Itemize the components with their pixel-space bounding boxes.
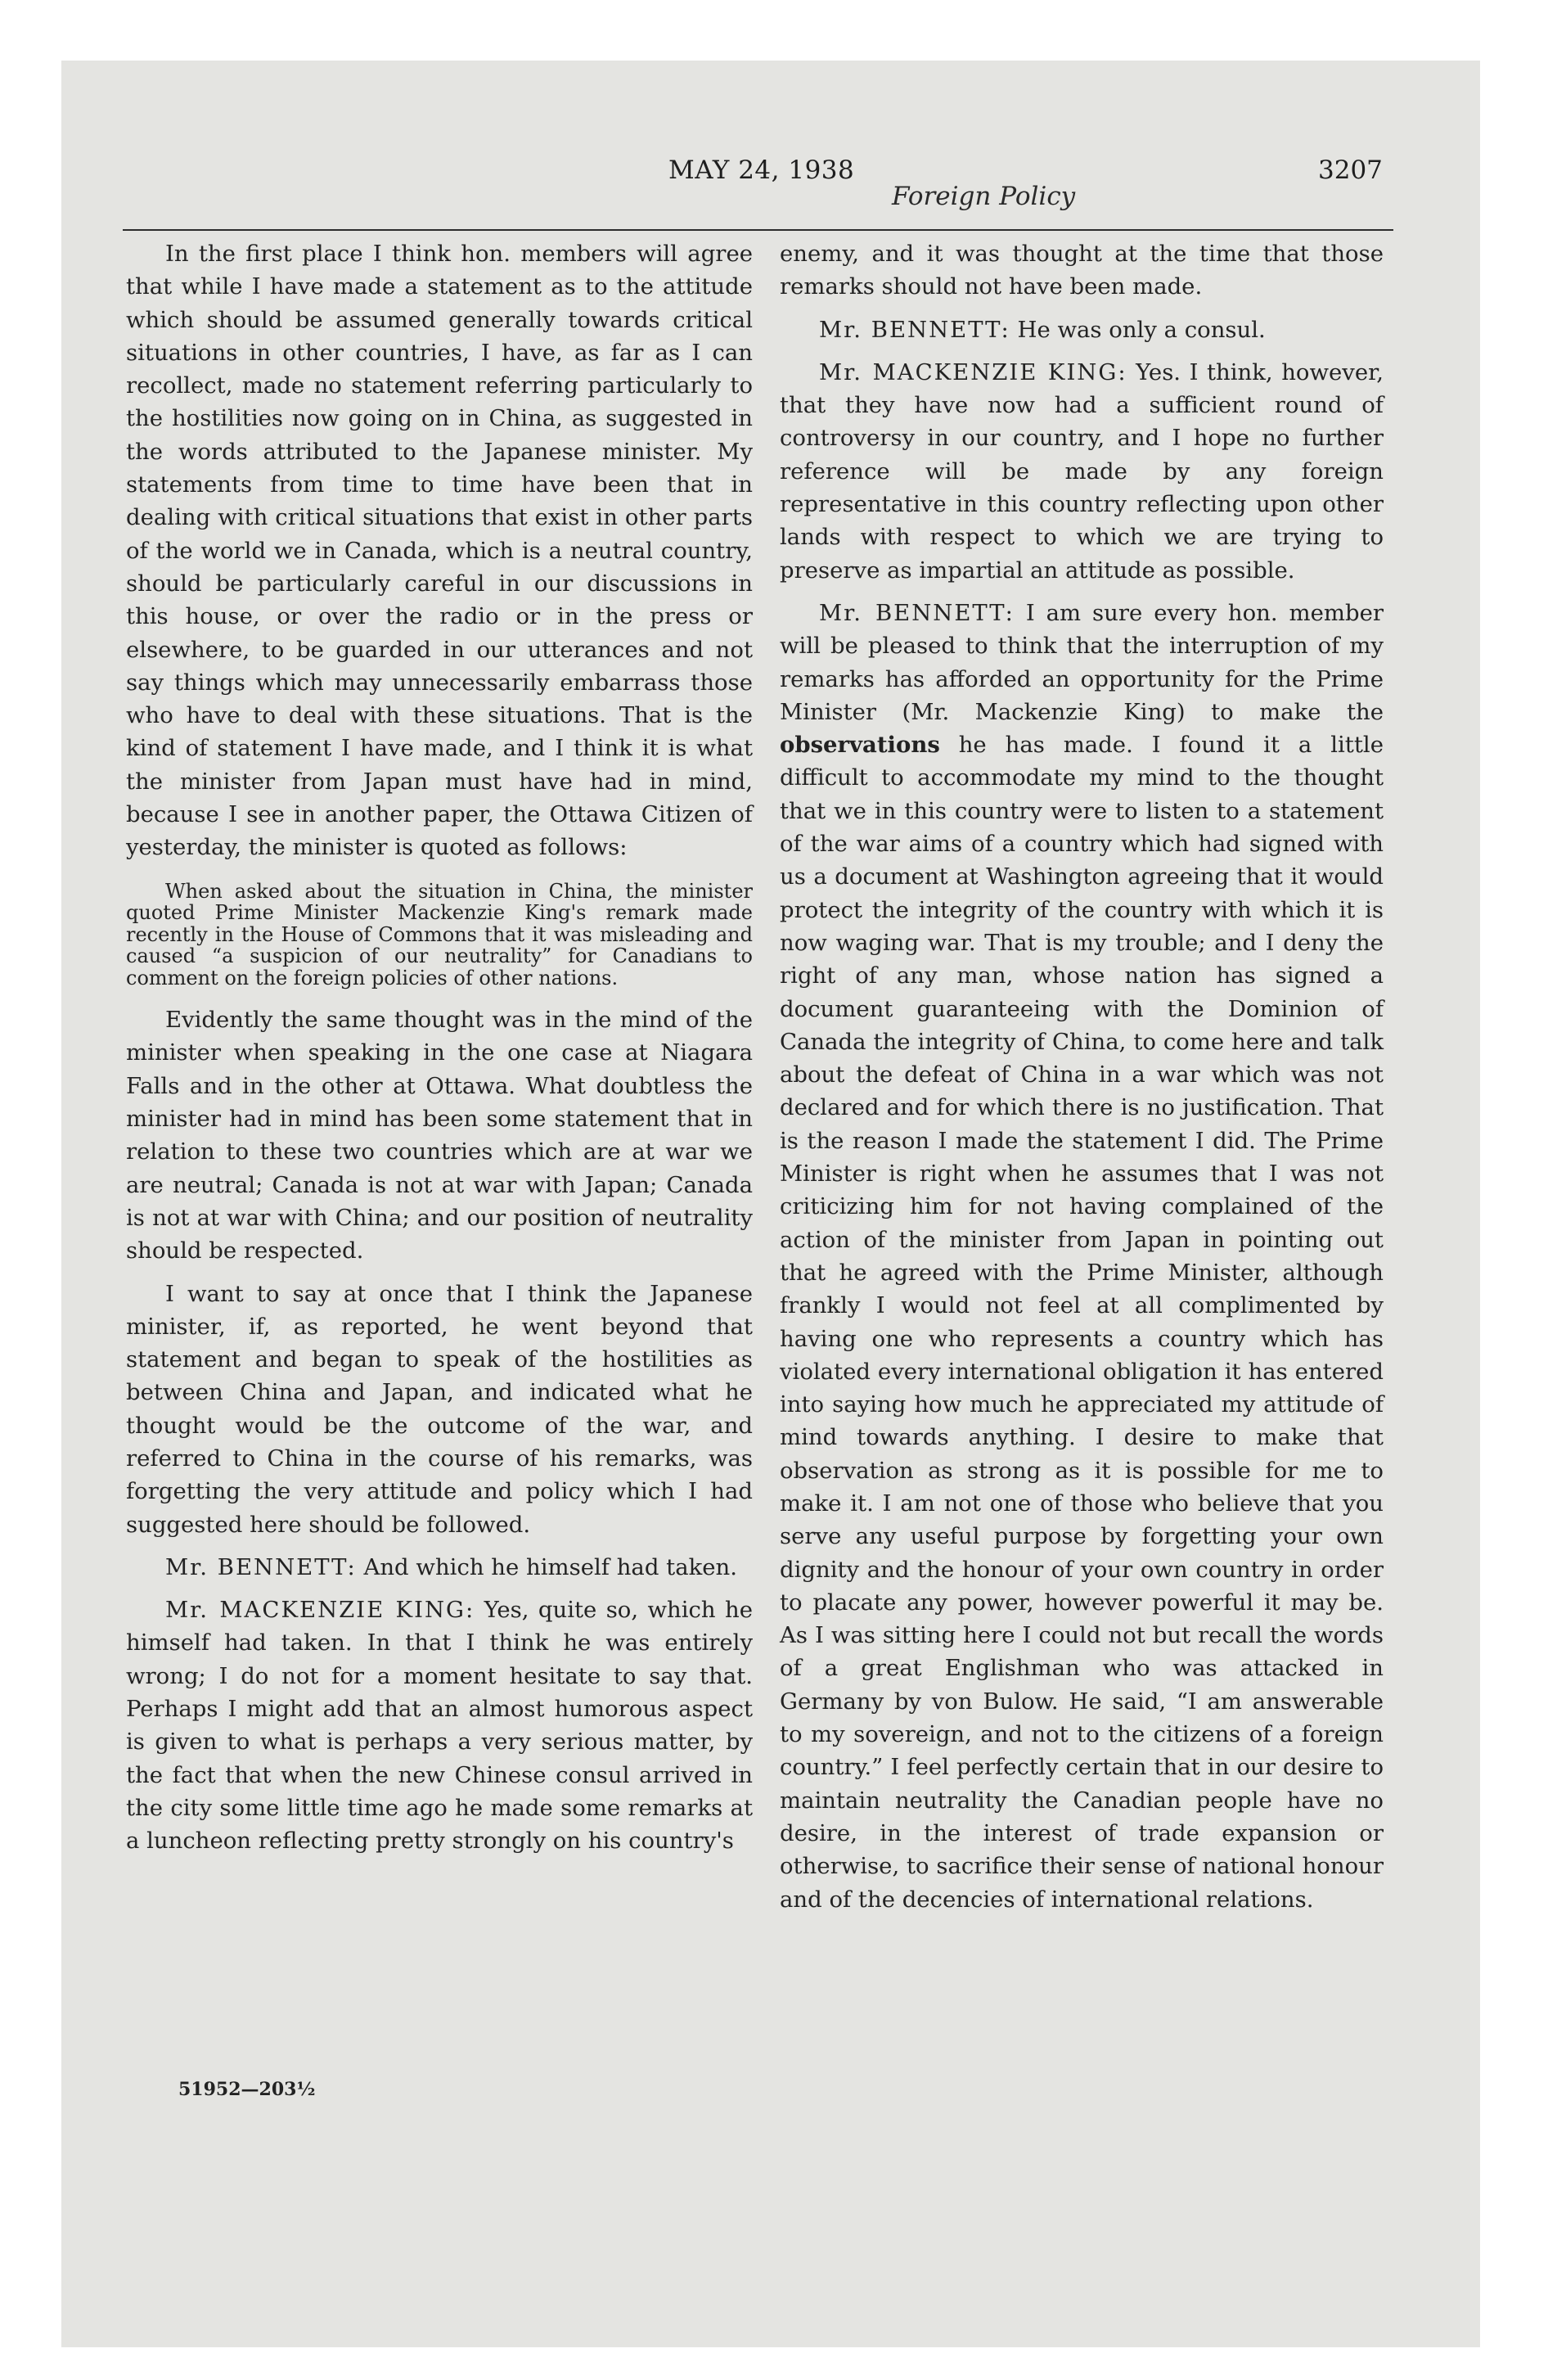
speech-paragraph <box>126 1593 753 1857</box>
speech-text: He was only a consul. <box>1017 316 1266 343</box>
header-section-title: Foreign Policy <box>892 182 1076 211</box>
speech-text: I am sure every hon. member will be pleased to think that the interruption of my remarks has afforded an opportunity for the Prime Minister (Mr. Mackenzie King) to make the <box>780 599 1384 725</box>
speech-text: And which he himself had taken. <box>363 1553 738 1580</box>
speaker-name: Mr. BENNETT: <box>819 316 1010 343</box>
speaker-name: Mr. BENNETT: <box>165 1553 357 1580</box>
speaker-name: Mr. BENNETT: <box>819 599 1015 626</box>
speech-paragraph <box>780 313 1384 346</box>
paragraph: In the first place I think hon. members will agree that while I have made a statement as to the attitude which should be assumed generally towards critical situations in other countries, I have, as far as I can recollect, made no statement referring particularly to the hostilities now going on in China, as suggested in the words attributed to the Japanese minister. My statements from time to time have been that in dealing with critical situations that exist in other parts of the world we in Canada, which is a neutral country, should be particularly careful in our discussions in this house, or over the radio or in the press or elsewhere, to be guarded in our utterances and not say things which may unnecessarily embarrass those who have to deal with these situations. That is the kind of statement I have made, and I think it is what the minister from Japan must have had in mind, because I see in another paper, the Ottawa Citizen of yesterday, the minister is quoted as follows: <box>126 241 753 861</box>
paragraph-continuation: enemy, and it was thought at the time that those remarks should not have been made. <box>780 241 1384 300</box>
speech-paragraph <box>126 1551 753 1584</box>
speech-paragraph <box>780 356 1384 587</box>
header-page-number: 3207 <box>1318 156 1383 185</box>
header-date: MAY 24, 1938 <box>668 156 855 185</box>
paragraph: Evidently the same thought was in the mind of the minister when speaking in the one case at Niagara Falls and in the other at Ottawa. What doubtless the minister had in mind has been some statement that in relation to these two countries which are at war we are neutral; Canada is not at war with Japan; Canada is not at war with China; and our position of neutrality should be respected. <box>126 1007 753 1264</box>
speech-text: he has made. I found it a little difficult to accommodate my mind to the thought that we in this country were to listen to a statement of the war aims of a country which had signed with us a document at Washington agreeing that it would protect the integrity of the country with which it is now waging war. That is my trouble; and I deny the right of any man, whose nation has signed a document guaranteeing with the Dominion of Canada the integrity of China, to come here and talk about the defeat of China in a war which was not declared and for which there is no justification. That is the reason I made the statement I did. The Prime Minister is right when he assumes that I was not criticizing him for not having complained of the action of the minister from Japan in pointing out that he agreed with the Prime Minister, although frankly I would not feel at all complimented by having one who represents a country which has violated every international obligation it has entered into saying how much he appreciated my attitude of mind towards anything. I desire to make that observation as strong as it is possible for me to make it. I am not one of those who believe that you serve any useful purpose by forgetting your own dignity and the honour of your own country in order to placate any power, however powerful it may be. As I was sitting here I could not but recall the words of a great Englishman who was attacked in Germany by von Bulow. He said, “I am answerable to my sovereign, and not to the citizens of a foreign country.” I feel perfectly certain that in our desire to maintain neutrality the Canadian people have no desire, in the interest of trade expansion or otherwise, to sacrifice their sense of national honour and of the decencies of international relations. <box>780 732 1384 1913</box>
right-column <box>780 237 1384 1916</box>
left-column <box>126 237 753 1858</box>
paragraph: I want to say at once that I think the Japanese minister, if, as reported, he went beyond that statement and began to speak of the hostilities as between China and Japan, and indicated what he thought would be the outcome of the war, and referred to China in the course of his remarks, was forgetting the very attitude and policy which I had suggested here should be followed. <box>126 1280 753 1538</box>
speaker-name: Mr. MACKENZIE KING: <box>819 358 1127 385</box>
speech-text: Yes. I think, however, that they have now had a sufficient round of controversy in our country, and I hope no further reference will be made by any foreign representative in this country reflecting upon other lands with respect to which we are trying to preserve as impartial an attitude as possible. <box>780 358 1384 584</box>
block-quote: When asked about the situation in China, the minister quoted Prime Minister Mackenzie King's remark made recently in the House of Commons that it was misleading and caused “a suspicion of our neutrality” for Canadians to comment on the foreign policies of other nations. <box>126 879 753 989</box>
speaker-name: Mr. MACKENZIE KING: <box>165 1597 475 1624</box>
speech-paragraph <box>780 597 1384 1916</box>
printer-signature-mark: 51952—203½ <box>178 2079 316 2100</box>
bold-word: observations <box>780 732 940 759</box>
header-rule <box>123 229 1393 231</box>
speech-text: Yes, quite so, which he himself had taken. In that I think he was entirely wrong; I do not for a moment hesitate to say that. Perhaps I might add that an almost humorous aspect is given to what is perhaps a very serious matter, by the fact that when the new Chinese consul arrived in the city some little time ago he made some remarks at a luncheon reflecting pretty strongly on his country's <box>126 1597 753 1855</box>
